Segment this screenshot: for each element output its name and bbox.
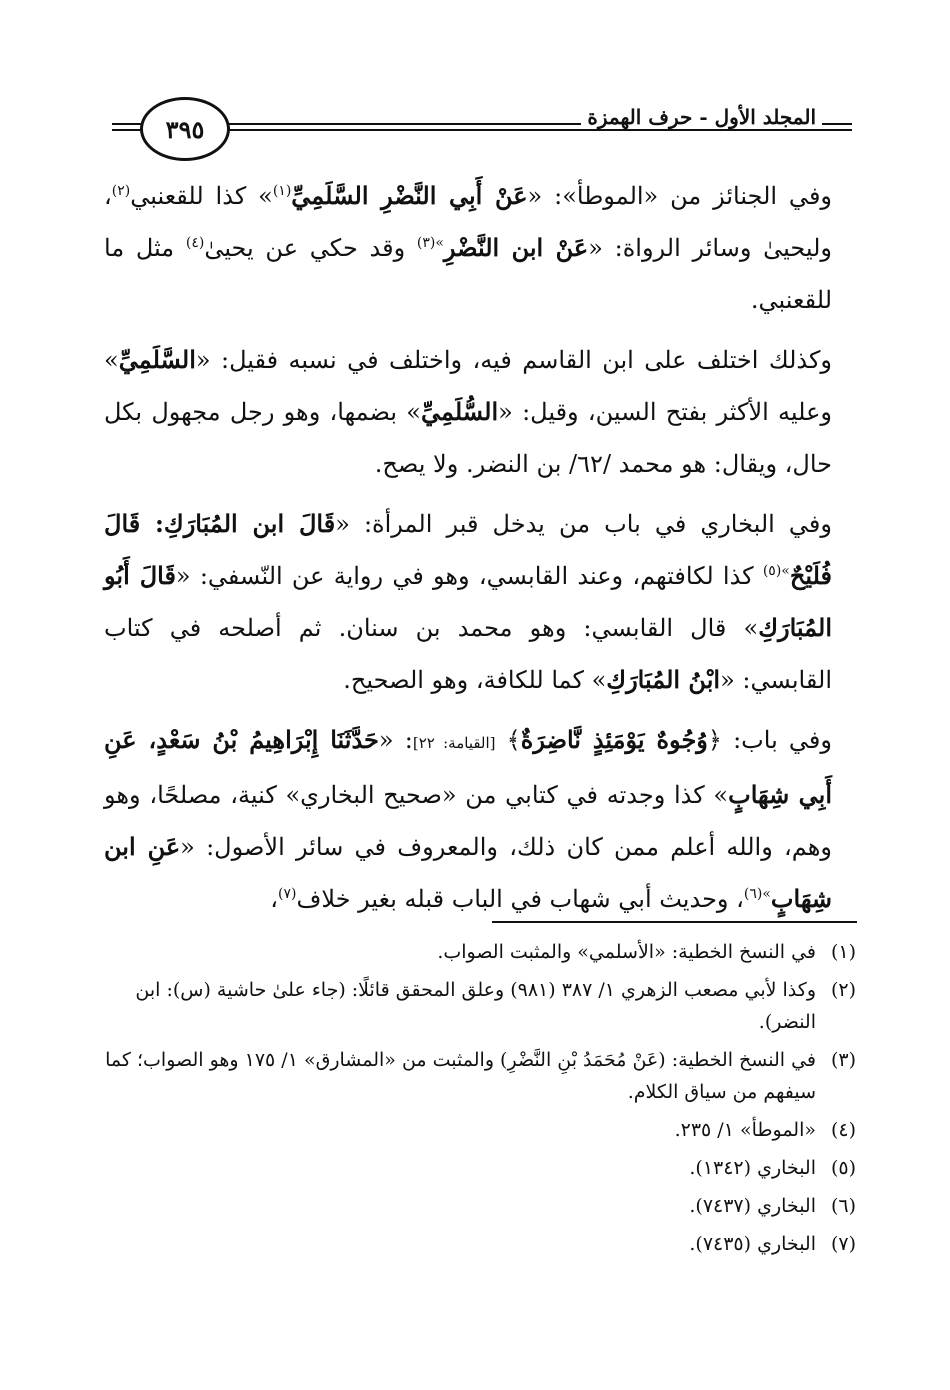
- main-text: [104, 170, 832, 933]
- text: ، وحديث أبي شهاب في الباب قبله بغير خلاف: [296, 885, 744, 913]
- paragraph: [104, 714, 832, 925]
- quote: ابْنُ المُبَارَكِ: [606, 665, 721, 694]
- text: وكذلك اختلف على ابن القاسم فيه، واختلف في نسبه فقيل: «: [195, 346, 832, 374]
- footnote-number: (٢): [830, 979, 856, 1001]
- footnote-text: البخاري (٧٤٣٥).: [689, 1233, 816, 1255]
- quote: عَنِ ابن شِهَابٍ: [104, 832, 832, 913]
- paragraph: [104, 334, 832, 490]
- verse-reference: [القيامة: ٢٢]: [412, 734, 496, 752]
- text: ، وليحيىٰ وسائر الرواة: «: [104, 182, 832, 262]
- quote: عَنْ ابن النَّضْرِ: [443, 233, 589, 262]
- text: : «: [378, 726, 413, 754]
- text: ﴾: [495, 726, 521, 754]
- footnote-item: [104, 1190, 856, 1222]
- header-rule-bottom: [222, 129, 852, 131]
- paragraph: [104, 498, 832, 706]
- text: » كذا وجدته في كتابي من «صحيح البخاري» كنية، مصلحًا، وهو وهم، والله أعلم ممن كان ذلك، والمعروف في سائر الأصول: «: [104, 781, 832, 861]
- text: » وعليه الأكثر بفتح السين، وقيل: «: [104, 346, 832, 426]
- text: مثل ما للقعنبي.: [104, 234, 832, 314]
- text: » كذا للقعنبي: [130, 182, 273, 210]
- header-rule-left-top: [112, 123, 142, 125]
- footnote-number: (٦): [830, 1195, 856, 1217]
- text: وفي البخاري في باب من يدخل قبر المرأة: «: [335, 510, 832, 538]
- quote: قَالَ ابن المُبَارَكِ: قَالَ فُلَيْحٌ: [104, 509, 833, 590]
- quran-verse: وُجُوهٌ يَوْمَئِذٍ نَّاضِرَةٌ: [520, 725, 708, 754]
- footnote-text: في النسخ الخطية: «الأسلمي» والمثبت الصواب.: [437, 941, 816, 963]
- footnote-ref: (٢): [111, 183, 131, 199]
- paragraph: [104, 170, 832, 326]
- header-title: المجلد الأول - حرف الهمزة: [581, 105, 822, 129]
- footnote-ref: »(٥): [762, 563, 790, 579]
- text: وقد حكي عن يحيىٰ: [204, 234, 417, 262]
- text: » قال القابسي: وهو محمد بن سنان. ثم أصلحه في كتاب القابسي: «: [104, 614, 832, 694]
- footnote-item: [104, 1044, 856, 1108]
- footnote-item: [104, 1114, 856, 1146]
- footnote-text: البخاري (٧٤٣٧).: [689, 1195, 816, 1217]
- footnote-text: في النسخ الخطية: (عَنْ مُحَمَدُ بْنِ النَّضْرِ) والمثبت من «المشارق» ١/ ١٧٥ وهو الصواب؛ كما سيفهم من سياق الكلام.: [105, 1049, 816, 1103]
- quote: السَّلَمِيِّ: [118, 345, 196, 374]
- page-header: [112, 95, 852, 161]
- page-number: ٣٩٥: [140, 97, 230, 161]
- footnote-item: [104, 974, 856, 1038]
- text: ،: [270, 885, 279, 913]
- footnote-ref: (٤): [185, 235, 205, 251]
- footnote-number: (٣): [830, 1049, 856, 1071]
- footnote-ref: »(٣): [416, 235, 444, 251]
- footnote-text: «الموطأ» ١/ ٢٣٥.: [674, 1119, 816, 1141]
- footnote-ref: (١): [272, 183, 292, 199]
- footnote-number: (٥): [830, 1157, 856, 1179]
- text: كذا لكافتهم، وعند القابسي، وهو في رواية عن النّسفي: «: [175, 562, 763, 590]
- quote: قَالَ أَبُو المُبَارَكِ: [104, 561, 832, 642]
- text: » بضمها، وهو رجل مجهول بكل حال، ويقال: هو محمد /٦٢/ بن النضر. ولا يصح.: [104, 398, 832, 478]
- footnote-item: [104, 1228, 856, 1260]
- footnote-number: (٧): [830, 1233, 856, 1255]
- footnote-text: وكذا لأبي مصعب الزهري ١/ ٣٨٧ (٩٨١) وعلق المحقق قائلًا: (جاء علىٰ حاشية (س): ابن النضر).: [135, 979, 816, 1033]
- footnote-item: [104, 1152, 856, 1184]
- footnotes: [104, 936, 856, 1266]
- quote: حَدَّثَنَا إِبْرَاهِيمُ بْنُ سَعْدٍ، عَنِ أَبِي شِهَابٍ: [104, 725, 832, 809]
- footnote-number: (١): [830, 941, 856, 963]
- header-rule-left-bottom: [112, 129, 142, 131]
- text: وفي الجنائز من «الموطأ»: «: [527, 182, 833, 210]
- footnote-number: (٤): [830, 1119, 856, 1141]
- text: » كما للكافة، وهو الصحيح.: [343, 666, 607, 694]
- quote: السُّلَمِيِّ: [420, 397, 499, 426]
- footnote-separator: [492, 921, 857, 923]
- quote: عَنْ أَبِي النَّضْرِ السَّلَمِيِّ: [291, 181, 528, 210]
- footnote-ref: »(٦): [743, 886, 771, 902]
- footnote-text: البخاري (١٣٤٢).: [689, 1157, 816, 1179]
- text: وفي باب: ﴿: [707, 726, 832, 754]
- footnote-ref: (٧): [278, 886, 297, 902]
- footnote-item: [104, 936, 856, 968]
